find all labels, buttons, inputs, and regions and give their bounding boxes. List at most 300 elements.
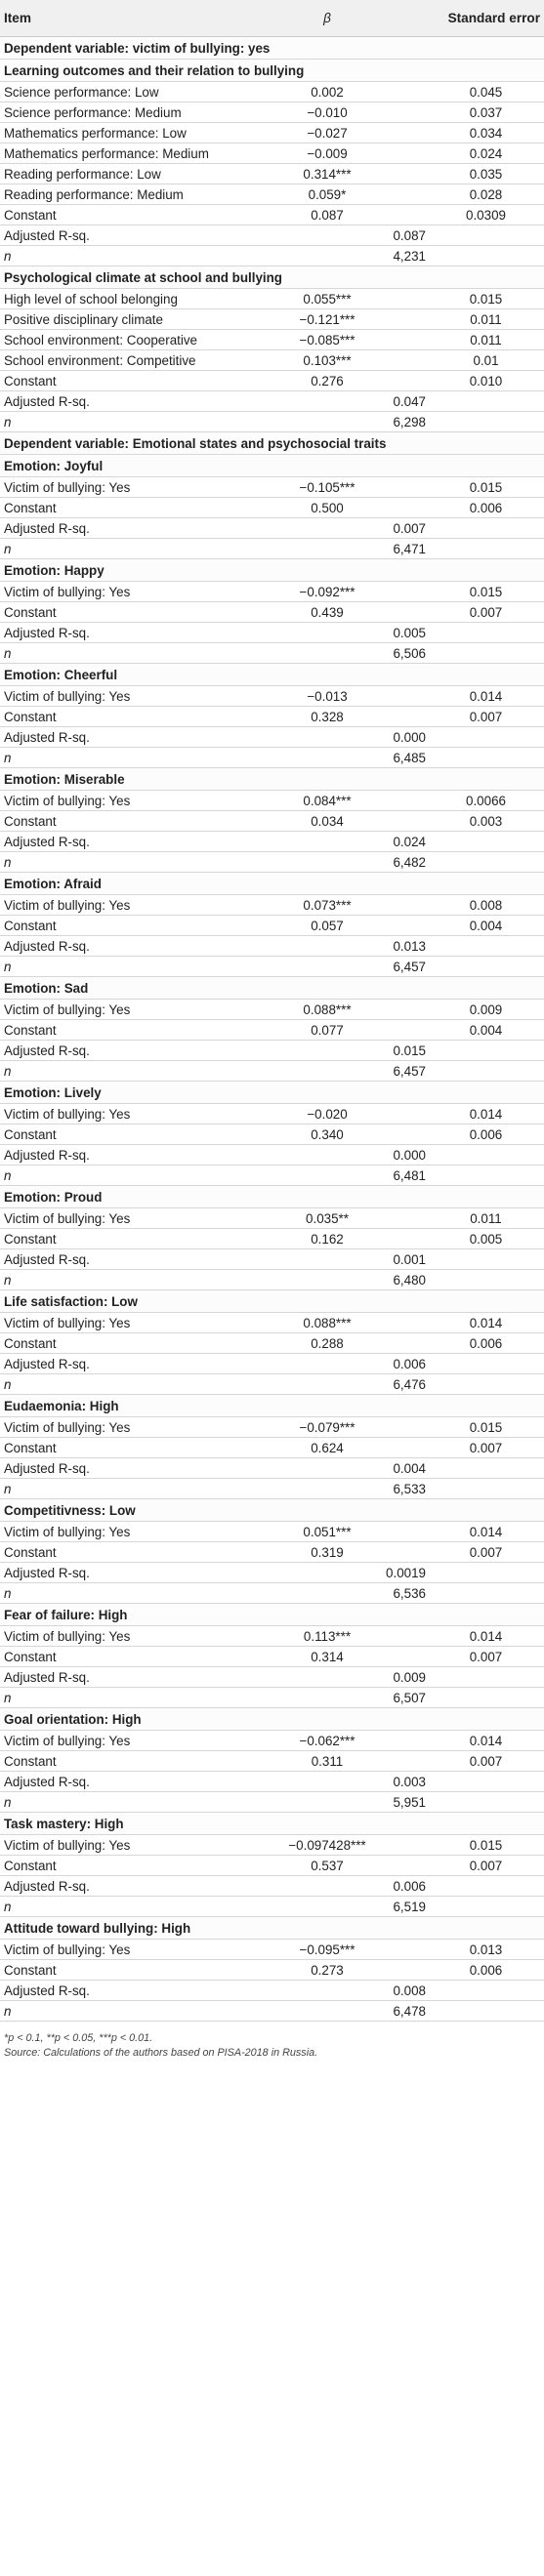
standard-error-cell: [428, 1041, 544, 1061]
beta-cell: 0.077: [275, 1020, 379, 1041]
significance-note: *p < 0.1, **p < 0.05, ***p < 0.01.: [4, 2032, 153, 2044]
standard-error-cell: 0.015: [428, 1417, 544, 1438]
row-label: Constant: [0, 1856, 275, 1876]
standard-error-cell: [428, 832, 544, 852]
beta-cell: 0.276: [275, 371, 379, 391]
standard-error-cell: [428, 936, 544, 957]
standard-error-cell: 0.007: [428, 1751, 544, 1772]
row-label: Victim of bullying: Yes: [0, 1104, 275, 1124]
summary-stat-cell: 0.009: [379, 1667, 428, 1688]
table-row: [0, 1667, 544, 1688]
beta-cell: [275, 832, 379, 852]
beta-cell: [275, 225, 379, 246]
table-row: [0, 412, 544, 432]
beta-cell: [275, 246, 379, 266]
table-row: [0, 1542, 544, 1563]
row-label: Victim of bullying: Yes: [0, 1313, 275, 1333]
beta-cell: −0.020: [275, 1104, 379, 1124]
table-row: [0, 957, 544, 977]
beta-cell: 0.314: [275, 1647, 379, 1667]
table-row: [0, 350, 544, 371]
beta-cell: [275, 1249, 379, 1270]
table-row: [0, 289, 544, 309]
beta-cell: [275, 412, 379, 432]
table-row: [0, 1208, 544, 1229]
section-title: Dependent variable: Emotional states and psychosocial traits: [0, 432, 544, 455]
summary-stat-cell: [379, 1333, 428, 1354]
beta-cell: [275, 1688, 379, 1708]
row-label: Positive disciplinary climate: [0, 309, 275, 330]
standard-error-cell: 0.006: [428, 498, 544, 518]
row-label: Adjusted R-sq.: [0, 1458, 275, 1479]
table-row: [0, 707, 544, 727]
row-label: Constant: [0, 1229, 275, 1249]
beta-cell: 0.319: [275, 1542, 379, 1563]
section-header-row: [0, 1813, 544, 1835]
row-label: Reading performance: Low: [0, 164, 275, 184]
summary-stat-cell: 6,506: [379, 643, 428, 664]
header-item: Item: [0, 0, 275, 37]
standard-error-cell: [428, 1165, 544, 1186]
beta-cell: [275, 1876, 379, 1897]
row-label: Victim of bullying: Yes: [0, 895, 275, 916]
summary-stat-cell: 6,457: [379, 1061, 428, 1082]
standard-error-cell: [428, 1583, 544, 1604]
row-label: Constant: [0, 916, 275, 936]
beta-cell: 0.340: [275, 1124, 379, 1145]
beta-cell: [275, 1563, 379, 1583]
standard-error-cell: 0.014: [428, 686, 544, 707]
section-title: Learning outcomes and their relation to bullying: [0, 60, 544, 82]
beta-cell: [275, 727, 379, 748]
summary-stat-cell: 6,457: [379, 957, 428, 977]
row-label: Victim of bullying: Yes: [0, 686, 275, 707]
table-row: [0, 1438, 544, 1458]
summary-stat-cell: 6,507: [379, 1688, 428, 1708]
summary-stat-cell: [379, 309, 428, 330]
beta-cell: 0.084***: [275, 791, 379, 811]
beta-cell: [275, 1374, 379, 1395]
section-title: Emotion: Miserable: [0, 768, 544, 791]
summary-stat-cell: [379, 477, 428, 498]
table-row: [0, 1374, 544, 1395]
row-label: Constant: [0, 498, 275, 518]
section-header-row: [0, 768, 544, 791]
section-header-row: [0, 1395, 544, 1417]
standard-error-cell: 0.014: [428, 1104, 544, 1124]
table-row: [0, 2001, 544, 2022]
summary-stat-cell: [379, 1438, 428, 1458]
section-header-row: [0, 1499, 544, 1522]
table-row: [0, 1165, 544, 1186]
table-row: [0, 1104, 544, 1124]
standard-error-cell: [428, 623, 544, 643]
section-title: Emotion: Proud: [0, 1186, 544, 1208]
table-row: [0, 1772, 544, 1792]
beta-cell: −0.010: [275, 102, 379, 123]
beta-cell: −0.009: [275, 143, 379, 164]
beta-cell: [275, 1792, 379, 1813]
summary-stat-cell: 4,231: [379, 246, 428, 266]
summary-stat-cell: 0.001: [379, 1249, 428, 1270]
row-label: Constant: [0, 371, 275, 391]
section-header-row: [0, 1604, 544, 1626]
row-label: Constant: [0, 1542, 275, 1563]
beta-cell: 0.103***: [275, 350, 379, 371]
standard-error-cell: [428, 1354, 544, 1374]
standard-error-cell: 0.013: [428, 1940, 544, 1960]
row-label: n: [0, 643, 275, 664]
row-label: Adjusted R-sq.: [0, 1563, 275, 1583]
summary-stat-cell: [379, 916, 428, 936]
section-header-row: [0, 977, 544, 1000]
beta-cell: [275, 1667, 379, 1688]
table-row: [0, 1897, 544, 1917]
summary-stat-cell: [379, 1835, 428, 1856]
row-label: n: [0, 1270, 275, 1290]
row-label: Adjusted R-sq.: [0, 1667, 275, 1688]
section-title: Emotion: Lively: [0, 1082, 544, 1104]
summary-stat-cell: 5,951: [379, 1792, 428, 1813]
table-row: [0, 1583, 544, 1604]
row-label: Victim of bullying: Yes: [0, 1208, 275, 1229]
beta-cell: [275, 936, 379, 957]
beta-cell: [275, 1458, 379, 1479]
table-row: [0, 811, 544, 832]
beta-cell: −0.062***: [275, 1731, 379, 1751]
table-row: [0, 205, 544, 225]
standard-error-cell: 0.010: [428, 371, 544, 391]
standard-error-cell: 0.014: [428, 1313, 544, 1333]
beta-cell: 0.087: [275, 205, 379, 225]
beta-cell: [275, 748, 379, 768]
standard-error-cell: 0.008: [428, 895, 544, 916]
section-title: Emotion: Happy: [0, 559, 544, 582]
beta-cell: −0.095***: [275, 1940, 379, 1960]
row-label: Science performance: Low: [0, 82, 275, 102]
summary-stat-cell: [379, 1542, 428, 1563]
summary-stat-cell: [379, 371, 428, 391]
table-header-row: [0, 0, 544, 37]
standard-error-cell: 0.011: [428, 330, 544, 350]
row-label: School environment: Competitive: [0, 350, 275, 371]
summary-stat-cell: [379, 164, 428, 184]
section-title: Competitivness: Low: [0, 1499, 544, 1522]
beta-cell: 0.002: [275, 82, 379, 102]
table-row: [0, 330, 544, 350]
table-row: [0, 1270, 544, 1290]
beta-cell: −0.085***: [275, 330, 379, 350]
summary-stat-cell: 0.008: [379, 1981, 428, 2001]
table-row: [0, 477, 544, 498]
standard-error-cell: [428, 539, 544, 559]
standard-error-cell: 0.009: [428, 1000, 544, 1020]
table-row: [0, 1124, 544, 1145]
standard-error-cell: [428, 643, 544, 664]
header-spacer: [379, 0, 428, 37]
row-label: Constant: [0, 707, 275, 727]
summary-stat-cell: [379, 791, 428, 811]
standard-error-cell: 0.01: [428, 350, 544, 371]
standard-error-cell: 0.007: [428, 602, 544, 623]
summary-stat-cell: 0.0019: [379, 1563, 428, 1583]
beta-cell: [275, 518, 379, 539]
summary-stat-cell: [379, 1000, 428, 1020]
standard-error-cell: 0.0066: [428, 791, 544, 811]
beta-cell: [275, 1165, 379, 1186]
standard-error-cell: 0.015: [428, 477, 544, 498]
row-label: Constant: [0, 1647, 275, 1667]
standard-error-cell: [428, 1876, 544, 1897]
section-title: Eudaemonia: High: [0, 1395, 544, 1417]
row-label: Adjusted R-sq.: [0, 623, 275, 643]
table-row: [0, 164, 544, 184]
row-label: Adjusted R-sq.: [0, 1876, 275, 1897]
table-row: [0, 1751, 544, 1772]
section-header-row: [0, 37, 544, 60]
row-label: Victim of bullying: Yes: [0, 1417, 275, 1438]
standard-error-cell: 0.045: [428, 82, 544, 102]
summary-stat-cell: 6,480: [379, 1270, 428, 1290]
summary-stat-cell: [379, 1229, 428, 1249]
table-row: [0, 82, 544, 102]
beta-cell: 0.057: [275, 916, 379, 936]
beta-cell: 0.288: [275, 1333, 379, 1354]
row-label: Victim of bullying: Yes: [0, 1626, 275, 1647]
beta-cell: −0.105***: [275, 477, 379, 498]
table-row: [0, 1020, 544, 1041]
section-header-row: [0, 664, 544, 686]
beta-cell: 0.073***: [275, 895, 379, 916]
row-label: Reading performance: Medium: [0, 184, 275, 205]
table-row: [0, 1731, 544, 1751]
standard-error-cell: 0.011: [428, 309, 544, 330]
row-label: n: [0, 539, 275, 559]
beta-cell: −0.013: [275, 686, 379, 707]
section-title: Task mastery: High: [0, 1813, 544, 1835]
row-label: Constant: [0, 811, 275, 832]
standard-error-cell: 0.004: [428, 916, 544, 936]
summary-stat-cell: 6,485: [379, 748, 428, 768]
section-header-row: [0, 559, 544, 582]
table-row: [0, 791, 544, 811]
table-row: [0, 1000, 544, 1020]
table-row: [0, 1417, 544, 1438]
section-header-row: [0, 1708, 544, 1731]
row-label: n: [0, 748, 275, 768]
row-label: Constant: [0, 602, 275, 623]
row-label: Victim of bullying: Yes: [0, 477, 275, 498]
beta-cell: [275, 1041, 379, 1061]
beta-cell: 0.162: [275, 1229, 379, 1249]
summary-stat-cell: [379, 184, 428, 205]
row-label: n: [0, 2001, 275, 2022]
summary-stat-cell: [379, 1731, 428, 1751]
table-row: [0, 686, 544, 707]
summary-stat-cell: [379, 1626, 428, 1647]
table-row: [0, 1061, 544, 1082]
summary-stat-cell: 0.015: [379, 1041, 428, 1061]
table-row: [0, 727, 544, 748]
table-row: [0, 246, 544, 266]
standard-error-cell: 0.028: [428, 184, 544, 205]
summary-stat-cell: [379, 1856, 428, 1876]
standard-error-cell: [428, 748, 544, 768]
standard-error-cell: 0.034: [428, 123, 544, 143]
beta-cell: 0.500: [275, 498, 379, 518]
table-row: [0, 1792, 544, 1813]
standard-error-cell: 0.024: [428, 143, 544, 164]
summary-stat-cell: [379, 498, 428, 518]
section-title: Fear of failure: High: [0, 1604, 544, 1626]
row-label: Mathematics performance: Medium: [0, 143, 275, 164]
table-row: [0, 1835, 544, 1856]
beta-cell: [275, 391, 379, 412]
row-label: Adjusted R-sq.: [0, 1354, 275, 1374]
table-row: [0, 309, 544, 330]
standard-error-cell: [428, 1270, 544, 1290]
section-header-row: [0, 432, 544, 455]
table-row: [0, 1145, 544, 1165]
summary-stat-cell: [379, 895, 428, 916]
section-header-row: [0, 1917, 544, 1940]
summary-stat-cell: 0.000: [379, 727, 428, 748]
source-note: Source: Calculations of the authors based on PISA-2018 in Russia.: [4, 2047, 318, 2059]
standard-error-cell: [428, 1458, 544, 1479]
standard-error-cell: [428, 246, 544, 266]
table-row: [0, 1876, 544, 1897]
summary-stat-cell: [379, 102, 428, 123]
summary-stat-cell: [379, 1417, 428, 1438]
row-label: n: [0, 1897, 275, 1917]
summary-stat-cell: [379, 1960, 428, 1981]
section-header-row: [0, 60, 544, 82]
row-label: Victim of bullying: Yes: [0, 1000, 275, 1020]
standard-error-cell: [428, 1772, 544, 1792]
summary-stat-cell: [379, 350, 428, 371]
beta-cell: −0.079***: [275, 1417, 379, 1438]
beta-cell: [275, 623, 379, 643]
summary-stat-cell: 6,476: [379, 1374, 428, 1395]
beta-cell: 0.035**: [275, 1208, 379, 1229]
standard-error-cell: [428, 852, 544, 873]
standard-error-cell: [428, 727, 544, 748]
row-label: Adjusted R-sq.: [0, 518, 275, 539]
beta-cell: −0.121***: [275, 309, 379, 330]
table-row: [0, 1563, 544, 1583]
summary-stat-cell: 6,536: [379, 1583, 428, 1604]
beta-cell: −0.097428***: [275, 1835, 379, 1856]
summary-stat-cell: [379, 1647, 428, 1667]
beta-cell: [275, 1897, 379, 1917]
row-label: n: [0, 957, 275, 977]
beta-cell: 0.088***: [275, 1000, 379, 1020]
standard-error-cell: [428, 518, 544, 539]
summary-stat-cell: 0.024: [379, 832, 428, 852]
summary-stat-cell: [379, 1751, 428, 1772]
table-row: [0, 852, 544, 873]
row-label: Adjusted R-sq.: [0, 936, 275, 957]
row-label: High level of school belonging: [0, 289, 275, 309]
beta-cell: [275, 2001, 379, 2022]
standard-error-cell: [428, 1667, 544, 1688]
row-label: Constant: [0, 1751, 275, 1772]
standard-error-cell: [428, 391, 544, 412]
standard-error-cell: [428, 2001, 544, 2022]
beta-cell: [275, 852, 379, 873]
section-title: Emotion: Cheerful: [0, 664, 544, 686]
summary-stat-cell: [379, 811, 428, 832]
beta-cell: 0.537: [275, 1856, 379, 1876]
row-label: Constant: [0, 205, 275, 225]
table-row: [0, 1249, 544, 1270]
standard-error-cell: 0.006: [428, 1333, 544, 1354]
table-row: [0, 1940, 544, 1960]
beta-cell: 0.328: [275, 707, 379, 727]
summary-stat-cell: [379, 707, 428, 727]
standard-error-cell: [428, 1897, 544, 1917]
summary-stat-cell: 0.003: [379, 1772, 428, 1792]
section-title: Dependent variable: victim of bullying: yes: [0, 37, 544, 60]
standard-error-cell: 0.015: [428, 289, 544, 309]
beta-cell: [275, 1772, 379, 1792]
beta-cell: [275, 539, 379, 559]
summary-stat-cell: [379, 143, 428, 164]
header-beta: β: [275, 0, 379, 37]
beta-cell: 0.314***: [275, 164, 379, 184]
section-header-row: [0, 266, 544, 289]
section-title: Goal orientation: High: [0, 1708, 544, 1731]
standard-error-cell: [428, 1374, 544, 1395]
beta-cell: 0.051***: [275, 1522, 379, 1542]
summary-stat-cell: [379, 1313, 428, 1333]
standard-error-cell: 0.014: [428, 1731, 544, 1751]
standard-error-cell: [428, 1688, 544, 1708]
row-label: n: [0, 1792, 275, 1813]
standard-error-cell: 0.005: [428, 1229, 544, 1249]
table-row: [0, 1981, 544, 2001]
summary-stat-cell: [379, 289, 428, 309]
summary-stat-cell: [379, 602, 428, 623]
beta-cell: 0.311: [275, 1751, 379, 1772]
beta-cell: −0.027: [275, 123, 379, 143]
row-label: Mathematics performance: Low: [0, 123, 275, 143]
beta-cell: [275, 957, 379, 977]
beta-cell: [275, 1270, 379, 1290]
row-label: Adjusted R-sq.: [0, 1249, 275, 1270]
row-label: Adjusted R-sq.: [0, 727, 275, 748]
section-title: Life satisfaction: Low: [0, 1290, 544, 1313]
standard-error-cell: 0.003: [428, 811, 544, 832]
row-label: Adjusted R-sq.: [0, 1145, 275, 1165]
table-row: [0, 123, 544, 143]
table-row: [0, 1041, 544, 1061]
summary-stat-cell: [379, 205, 428, 225]
summary-stat-cell: 0.007: [379, 518, 428, 539]
standard-error-cell: 0.007: [428, 1438, 544, 1458]
summary-stat-cell: [379, 82, 428, 102]
summary-stat-cell: [379, 582, 428, 602]
table-row: [0, 1229, 544, 1249]
row-label: n: [0, 1688, 275, 1708]
standard-error-cell: [428, 1479, 544, 1499]
beta-cell: 0.059*: [275, 184, 379, 205]
summary-stat-cell: 0.004: [379, 1458, 428, 1479]
row-label: Victim of bullying: Yes: [0, 791, 275, 811]
table-row: [0, 1647, 544, 1667]
summary-stat-cell: 6,471: [379, 539, 428, 559]
table-row: [0, 1479, 544, 1499]
